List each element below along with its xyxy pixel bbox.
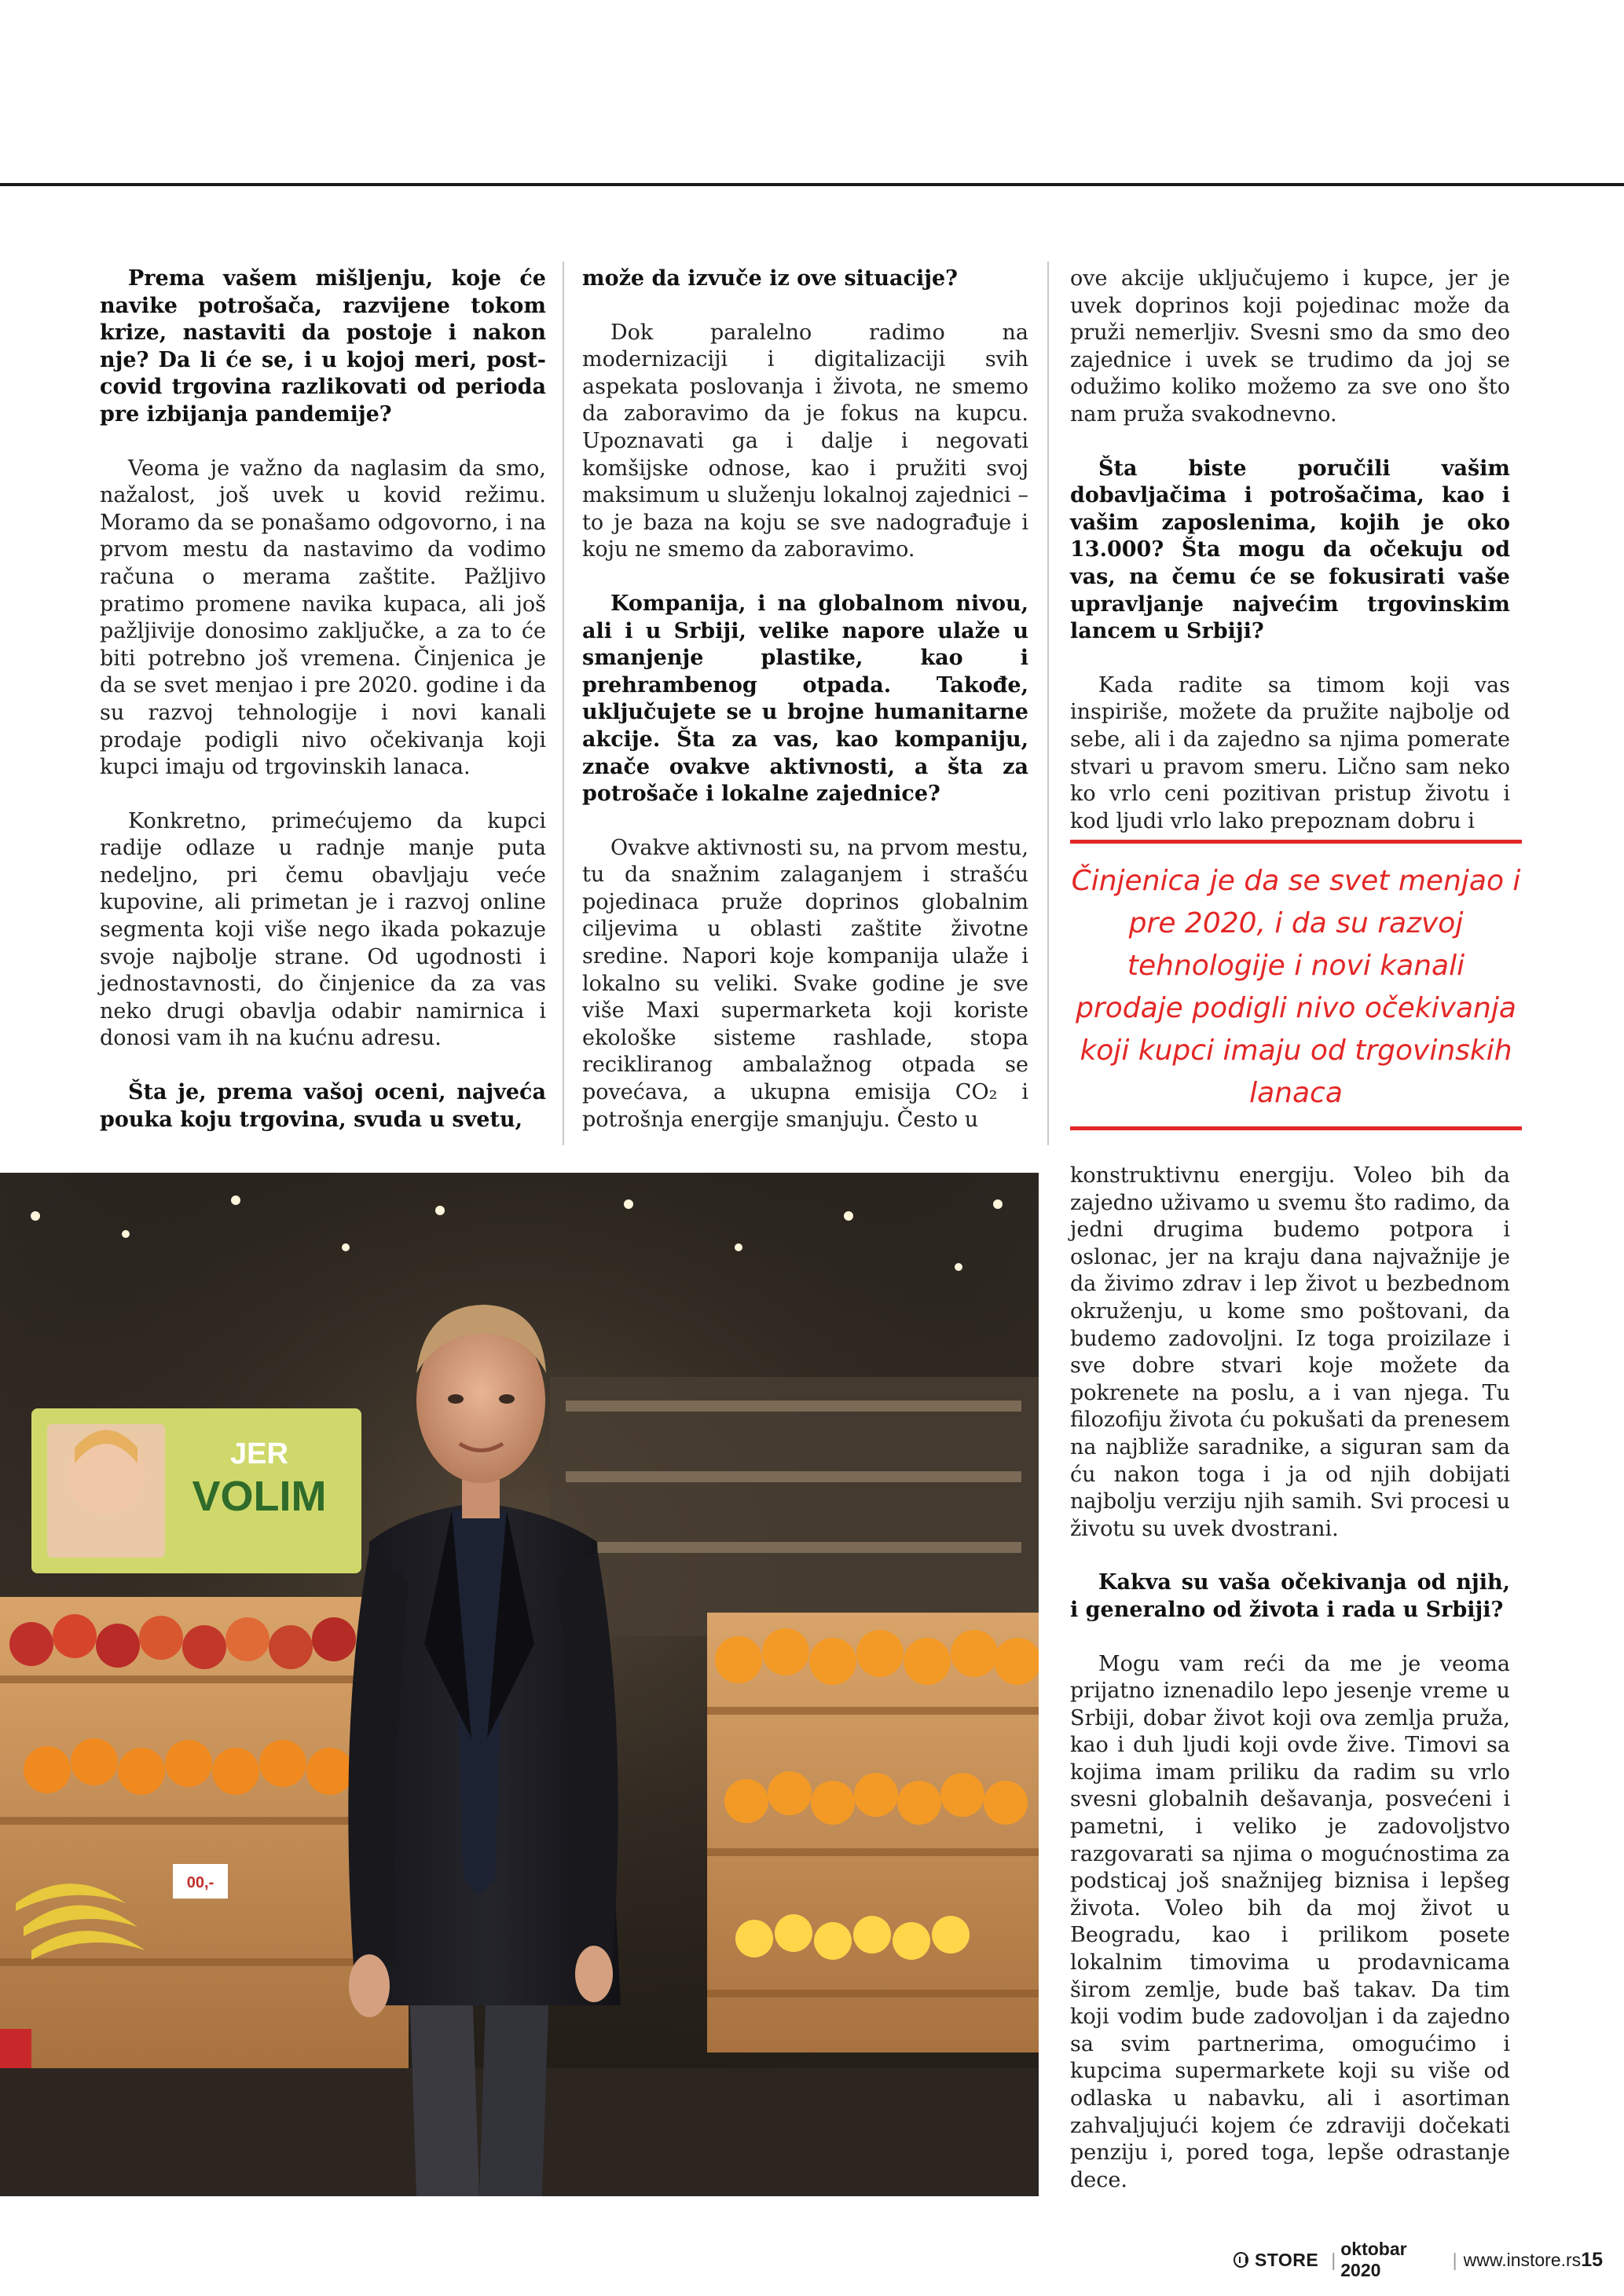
footer-issue: oktobar 2020 [1340,2239,1407,2280]
question-1: Prema vašem mišljenju, koje će navike potrošača, razvijene tokom krize, nastaviti da postoje i nakon nje? Da li će se, i u kojoj meri, post-covid trgovina razlikovati od perioda pre izbijanja pandemije? [100,266,546,427]
pull-quote [1070,840,1522,1130]
answer-1b: Konkretno, primećujemo da kupci radije odlaze u radnje manje puta nedeljno, pri čemu obavljaju veće kupovine, ali primetan je i razvoj online segmenta koji više nego ikada pokazuje svoje najbolje strane. Od ugodnosti i jednostavnosti, do činjenice da za vas neko drugi obavlja odabir namirnica i donosi vam ih na kućnu adresu. [100,808,546,1051]
portrait-photo [0,1173,1039,2196]
answer-4b: konstruktivnu energiju. Voleo bih da zajedno uživamo u svemu što radimo, da jedni drugima budemo potpora i oslonac, jer na kraju dana najvažnije je da živimo zdrav i lep život u bezbednom okruženju, u kome smo poštovani, da budemo zadovoljni. Iz toga proizilaze i sve dobre stvari koje možete da pokrenete na poslu, a i van njega. Tu filozofiju života ću pokušati da prenesem na najbliže saradnike, a siguran sam da ću nakon toga i ja od njih dobijati najbolju verziju njih samih. Svi procesi u životu su uvek dvostrani. [1070,1163,1510,1541]
sign-text-jer: JER [230,1437,288,1470]
footer-brand: STORE [1254,2249,1319,2270]
price-tag-text: 00,- [186,1874,214,1891]
sign-text-volim: VOLIM [192,1473,327,1520]
instore-logo-icon [1234,2252,1248,2268]
answer-5: Mogu vam reći da me je veoma prijatno iznenadilo lepo jesenje vreme u Srbiji, dobar život koji ova zemlja pruža, kao i duh ljudi koji ovde žive. Timovi sa kojima imam priliku da radim su vrlo svesni globalnih dešavanja, posvećeni i pametni, i veliko je zadovoljstvo razgovarati sa njima o mogućnostima za podsticaj još snažnijeg biznisa i lepšeg života. Voleo bih da moj život u Beogradu, kao i prilikom posete lokalnim timovima u prodavnicama širom zemlje, bude baš takav. Da tim koji vodim bude zadovoljan i da zajedno sa svim partnerima, omogućimo i kupcima supermarkete koji su više od odlaska u nabavku, ali i asortiman zahvaljujući kojem će zdraviji dočekati penziju i, pored toga, lepše odrastanje dece. [1070,1651,1510,2192]
question-4: Šta biste poručili vašim dobavljačima i potrošačima, kao i vašim zaposlenima, kojih je oko 13.000? Šta mogu da očekuju od vas, na čemu će se fokusirati vaše upravljanje najvećim trgovinskim lancem u Srbiji? [1070,456,1510,644]
answer-2: Dok paralelno radimo na modernizaciji i digitalizaciji svih aspekata poslovanja i života, ne smemo da zaboravimo da je fokus na kupcu. Upoznavati ga i dalje i negovati komšijske odnose, kao i pružiti svoj maksimum u služenju lokalnoj zajednici – to je baza na koju se sve nadograđuje i koju ne smemo da zaboravimo. [582,320,1028,562]
top-rule [0,183,1624,186]
pull-quote-top-rule [1070,840,1522,844]
answer-3b: ove akcije uključujemo i kupce, jer je uvek doprinos koji pojedinac može da pruži nemerljiv. Svesni smo da smo deo zajednice i uvek se trudimo da joj se odužimo koliko možemo za sve ono što nam pruža svakodnevno. [1070,266,1510,427]
page-footer [1234,2239,1603,2280]
page-number: 15 [1581,2248,1603,2271]
question-3: Kompanija, i na globalnom nivou, ali i u Srbiji, velike napore ulaže u smanjenje plastike, kao i prehrambenog otpada. Takođe, uključujete se u brojne humanitarne akcije. Šta za vas, kao kompaniju, znače ovakve aktivnosti, a šta za potrošače i lokalne zajednice? [582,591,1028,807]
pull-quote-bottom-rule [1070,1126,1522,1130]
footer-website: www.instore.rs [1463,2249,1582,2270]
column-2 [582,265,1028,1133]
column-1 [100,265,546,1133]
question-2-start: Šta je, prema vašoj oceni, najveća pouka koju trgovina, svuda u svetu, [100,1080,546,1132]
answer-4a: Kada radite sa timom koji vas inspiriše, možete da pružite najbolje od sebe, ali i da zajedno sa njima pomerate stvari u pravom smeru. Lično sam neko ko vrlo ceni pozitivan pristup životu i kod ljudi vrlo lako prepoznam dobru i [1070,672,1510,833]
column-3-bottom [1070,1163,1510,2194]
answer-1a: Veoma je važno da naglasim da smo, nažalost, još uvek u kovid režimu. Moramo da se ponašamo odgovorno, i na prvom mestu da nastavimo da vodimo računa o merama zaštite. Pažljivo pratimo promene navika kupaca, ali još pažljivije donosimo zaključke, a za to će biti potrebno još vremena. Činjenica je da se svet menjao i pre 2020. godine i da su razvoj tehnologije i novi kanali prodaje podigli nivo očekivanja koji kupci imaju od trgovinskih lanaca. [100,456,546,780]
answer-3a: Ovakve aktivnosti su, na prvom mestu, tu da snažnim zalaganjem i strašću pojedinaca pruže doprinos globalnim ciljevima u oblasti zaštite životne sredine. Napori koje kompanija ulaže i lokalno su veliki. Svake godine je sve više Maxi supermarketa koji koriste ekološke sisteme rashlade, stopa recikliranog ambalažnog otpada se povećava, a ukupna emisija CO₂ i potrošnja energije smanjuju. Često u [582,835,1028,1132]
footer-separator-2: | [1452,2249,1457,2270]
pull-quote-text: Činjenica je da se svet menjao i pre 2020, i da su razvoj tehnologije i novi kanali prodaje podigli nivo očekivanja koji kupci imaju od trgovinskih lanaca [1071,865,1521,1109]
column-divider-2 [1047,262,1049,1145]
question-2-end: može da izvuče iz ove situacije? [582,266,958,291]
question-5: Kakva su vaša očekivanja od njih, i generalno od života i rada u Srbiji? [1070,1570,1510,1622]
column-divider-1 [563,262,564,1145]
column-3-top [1070,265,1510,835]
footer-separator: | [1331,2249,1336,2270]
supermarket-portrait-illustration [0,1173,1039,2196]
